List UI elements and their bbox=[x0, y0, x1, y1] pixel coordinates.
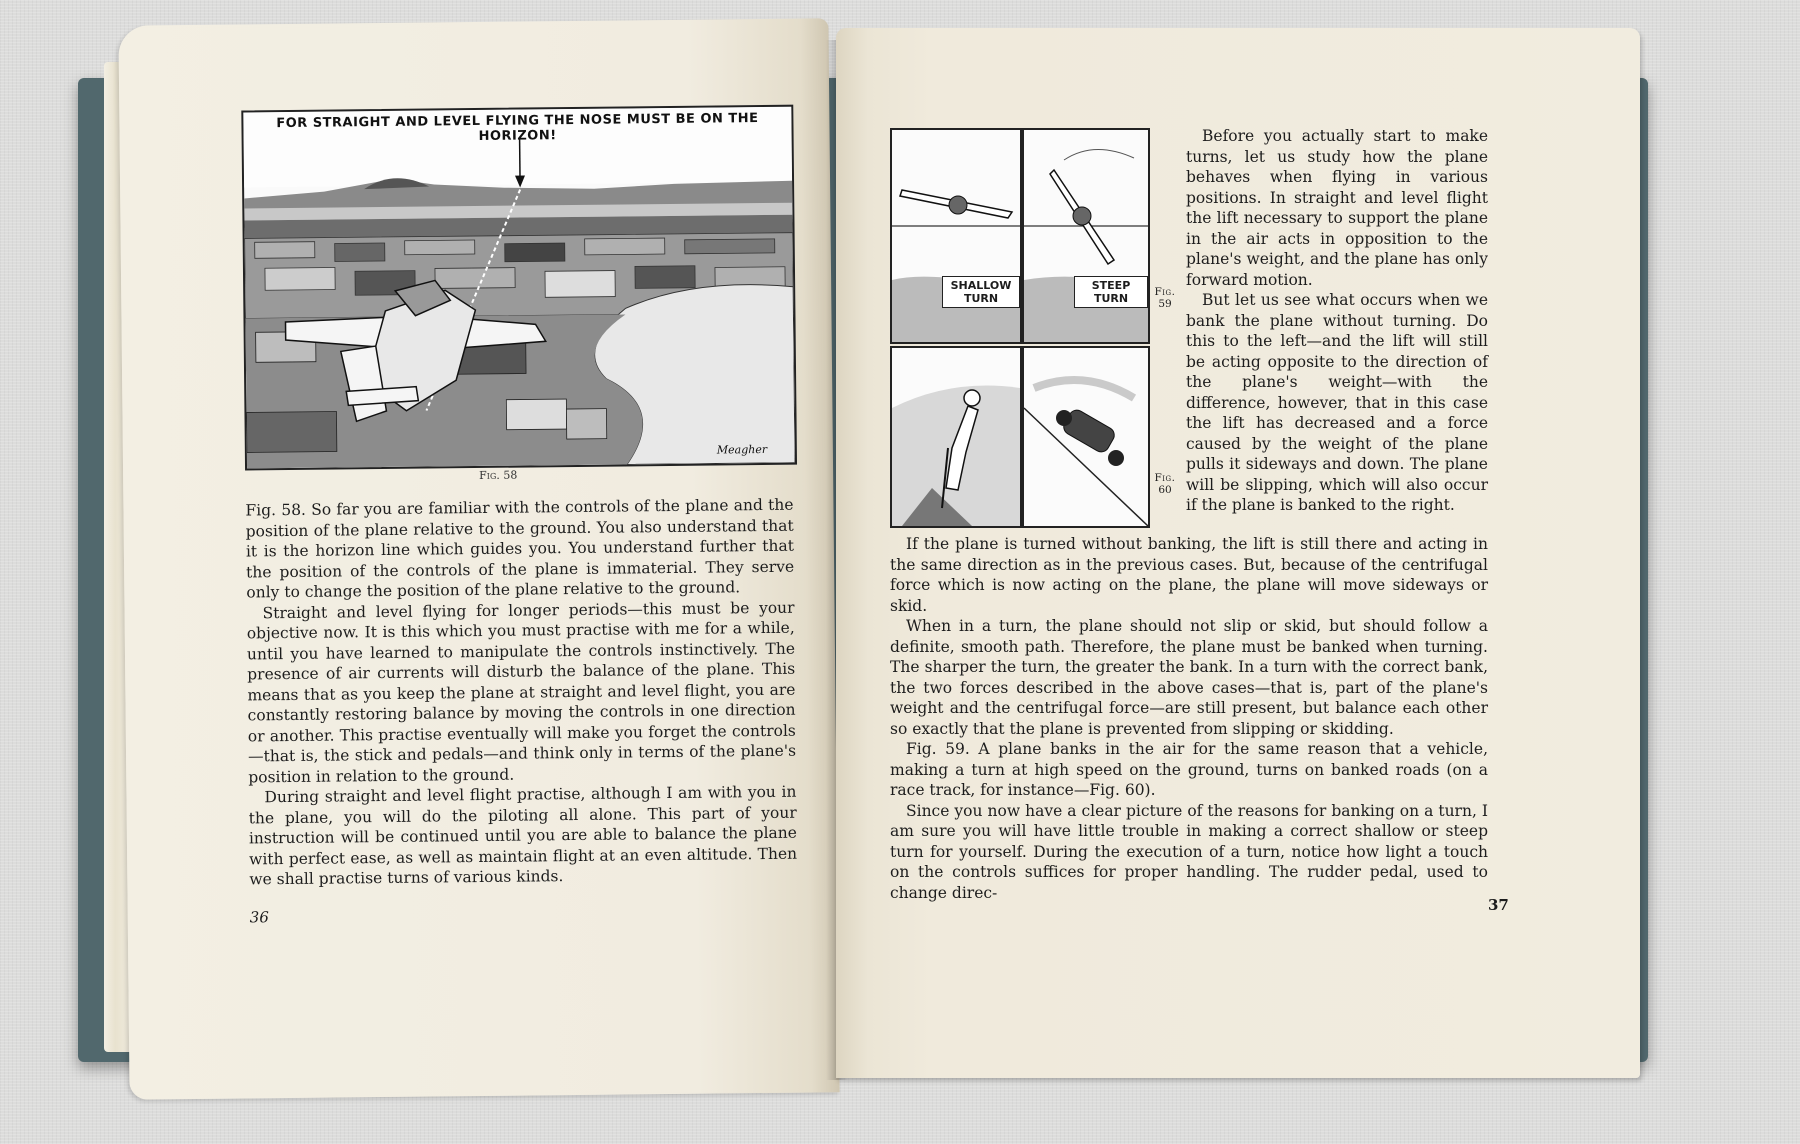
panel-shallow-turn bbox=[890, 128, 1022, 344]
figure-58-heading: FOR STRAIGHT AND LEVEL FLYING THE NOSE MUST BE ON THE HORIZON! bbox=[276, 111, 759, 144]
right-paragraph-2: When in a turn, the plane should not slip or skid, but should follow a definite, smooth path. Therefore, the plane must be banked when turning. The sharper the turn, the greater the bank. In a turn with the correct bank, the two forces described in the above cases—that is, part of the plane's weight and the centrifugal force—are still present, but balance each other so exactly that the plane is prevented from slipping or skidding. bbox=[890, 617, 1488, 738]
race-car-drawing bbox=[1024, 348, 1148, 526]
panel-cyclist-banked-track bbox=[890, 346, 1022, 528]
right-side-text bbox=[1186, 126, 1488, 516]
figure-60-prefix: Fig. bbox=[1154, 472, 1176, 484]
left-page bbox=[118, 18, 839, 1099]
right-paragraph-1: If the plane is turned without banking, the lift is still there and acting in the same direction as in the previous cases. But, because of the centrifugal force which is now acting on the plane, the plane will move sideways or skid. bbox=[890, 535, 1488, 615]
figure-58-label: Fig. 58 bbox=[479, 468, 518, 482]
right-page-text bbox=[890, 534, 1488, 903]
left-paragraph-3: During straight and level flight practise, although I am with you in the plane, you will do the piloting all alone. This part of your instruction will be continued until you are able to balance the plane with perfect ease, as well as maintain flight at an even altitude. Then we shall practise turns of various kinds. bbox=[248, 782, 798, 889]
panel-steep-turn bbox=[1022, 128, 1150, 344]
right-paragraph-4: Since you now have a clear picture of the reasons for banking on a turn, I am sure you will have little trouble in making a correct shallow or steep turn for yourself. During the execution of a turn, notice how light a touch on the controls suffices for proper handling. The rudder pedal, used to change direc- bbox=[890, 801, 1488, 902]
page-number-left: 36 bbox=[249, 908, 269, 927]
illustrator-signature: Meagher bbox=[716, 442, 768, 457]
cyclist-drawing bbox=[892, 348, 1020, 526]
right-paragraph-3: Fig. 59. A plane banks in the air for the same reason that a vehicle, making a turn at high speed on the ground, turns on banked roads (on a race track, for instance—Fig. 60). bbox=[890, 740, 1488, 799]
right-side-paragraph-1: Before you actually start to make turns, let us study how the plane behaves when flying in various positions. In straight and level flight the lift necessary to support the plane in the air acts in opposition to the plane's weight, and the plane has only forward motion. bbox=[1186, 127, 1488, 289]
right-page bbox=[836, 28, 1640, 1078]
figure-60-number: 60 bbox=[1158, 484, 1172, 496]
figure-59-label bbox=[1150, 286, 1180, 310]
panel-car-banked-track bbox=[1022, 346, 1150, 528]
left-paragraph-2: Straight and level flying for longer periods—this must be your objective now. It is this which you must practise with me for a while, until you have learned to manipulate the controls instinctively. The presence of air currents will disturb the balance of the plane. This means that as you keep the plane at straight and level flight, you are constantly restoring balance by moving the controls in one direction or another. This practise eventually will make you forget the controls—that is, the stick and pedals—and think only in terms of the plane's position in relation to the ground. bbox=[246, 598, 797, 786]
figure-59-number: 59 bbox=[1158, 298, 1172, 310]
airplane-over-landscape-drawing bbox=[243, 107, 795, 469]
left-paragraph-1: Fig. 58. So far you are familiar with the controls of the plane and the position of the plane relative to the ground. You also understand that it is the horizon line which guides you. You understand further that the position of the controls of the plane is immaterial. They serve only to change the position of the plane relative to the ground. bbox=[245, 495, 795, 602]
right-side-paragraph-2: But let us see what occurs when we bank the plane without turning. Do this to the left—and the lift will still be acting opposite to the direction of the plane's weight—with the difference, however, that in this case the lift has decreased and a force caused by the weight of the plane pulls it sideways and down. The plane will be slipping, which will also occur if the plane is banked to the right. bbox=[1186, 291, 1488, 514]
shallow-turn-drawing bbox=[892, 130, 1020, 342]
shallow-turn-label: SHALLOW TURN bbox=[942, 276, 1020, 308]
steep-turn-drawing bbox=[1024, 130, 1148, 342]
figure-59-prefix: Fig. bbox=[1154, 286, 1176, 298]
figure-58-illustration bbox=[241, 105, 797, 471]
figure-60-label bbox=[1150, 472, 1180, 496]
steep-turn-label: STEEP TURN bbox=[1074, 276, 1148, 308]
page-number-right: 37 bbox=[1488, 896, 1509, 914]
left-page-text bbox=[245, 495, 797, 890]
